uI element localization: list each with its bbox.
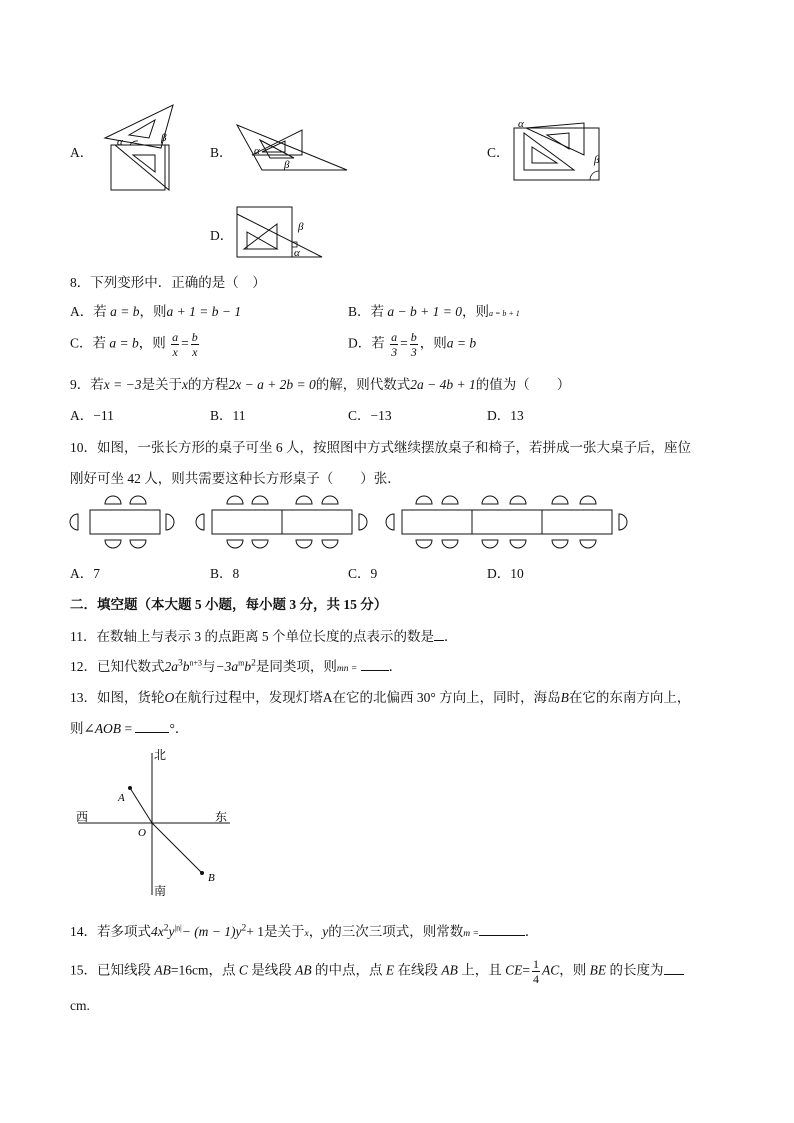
q15-p1: 15．已知线段 <box>70 962 155 978</box>
q7-figure-d <box>232 204 327 259</box>
q10-option-b: B．8 <box>210 566 240 581</box>
q15-ab3: AB <box>441 962 458 978</box>
q8-d-frac2 <box>410 331 418 358</box>
q11 <box>70 625 458 645</box>
q8-c-cond: a = b <box>109 335 139 351</box>
q8-b-cond: a − b + 1 = 0 <box>387 304 462 319</box>
q14 <box>70 920 538 940</box>
q14-comma: ， <box>308 924 323 939</box>
q15-den: 4 <box>533 972 540 986</box>
point-b-label: B <box>208 872 215 884</box>
q12-p1: 12．已知代数式 <box>70 659 165 674</box>
q12-m1: 2a <box>164 659 178 674</box>
q15-ab: AB <box>154 962 171 978</box>
q8-d-num2: b <box>410 330 417 344</box>
q7-figure-c <box>512 115 607 185</box>
q15-ac: AC <box>542 962 560 978</box>
q14-m1: 4x <box>151 924 164 939</box>
compass-east: 东 <box>215 810 228 824</box>
q8-stem: 8．下列变形中．正确的是（ ） <box>70 275 266 290</box>
q13-p3: 在它的北偏西 30° 方向上，同时，海岛 <box>332 690 561 705</box>
q13-line2c: °． <box>169 721 189 736</box>
q8-a-sep: ，则 <box>139 304 167 319</box>
q8-d-res: a = b <box>446 335 477 351</box>
q14-end: ． <box>524 924 539 939</box>
q12 <box>70 655 402 675</box>
q8-d-sep: ，则 <box>419 335 447 351</box>
compass-west: 西 <box>76 810 89 824</box>
q13-p4: 在它的东南方向上， <box>568 690 691 705</box>
q9-option-a: A．−11 <box>70 408 114 423</box>
q15-c: C <box>238 962 248 978</box>
table-group-1 <box>70 496 174 548</box>
q15-p9: 的长度为 <box>606 962 664 978</box>
compass-north: 北 <box>154 748 167 762</box>
q10-line2: 刚好可坐 42 人，则共需要这种长方形桌子（ ）张． <box>70 471 401 486</box>
q9-p2: 是关于 <box>141 377 182 392</box>
q11-text: 11．在数轴上与表示 3 的点距离 5 个单位长度的点表示的数是 <box>70 629 434 644</box>
q7-c-beta: β <box>594 154 600 166</box>
section-2-heading: 二．填空题（本大题 5 小题，每小题 3 分，共 15 分） <box>70 597 388 612</box>
q7-option-c-label: C． <box>487 145 510 160</box>
q10-line1: 10．如图，一张长方形的桌子可坐 6 人，按照图中方式继续摆放桌子和椅子，若拼成一张大桌子后，座位 <box>70 440 691 455</box>
q8-d-num1: a <box>391 330 398 344</box>
q12-end: ． <box>388 659 403 674</box>
q13-m3: B <box>560 690 569 705</box>
q13-compass-figure <box>70 745 240 900</box>
q7-figure-b <box>232 120 352 175</box>
q10-tables-figure <box>70 490 640 550</box>
q13-line1 <box>70 686 690 706</box>
q8-option-c <box>70 331 201 358</box>
q9-m4: 2a − 4b + 1 <box>410 377 476 392</box>
q8-a-label: A．若 <box>70 304 107 319</box>
q12-m2bsup: 2 <box>251 658 256 669</box>
q7-figure-a <box>95 100 185 195</box>
q15-be: BE <box>589 962 607 978</box>
q12-m1bsup: n+3 <box>189 658 203 668</box>
q10-option-d: D．10 <box>487 566 524 581</box>
q7-b-alpha: α <box>254 145 260 157</box>
q8-d-label: D．若 <box>348 335 385 351</box>
q12-m2b: b <box>244 659 252 674</box>
q12-m1b: b <box>182 659 190 674</box>
q14-mx: x <box>304 929 309 939</box>
q9-p5: 的值为（ ） <box>475 377 571 392</box>
q14-m1y: y <box>168 924 175 939</box>
q8-option-d <box>348 331 476 358</box>
q8-d-frac1 <box>390 331 398 358</box>
q8-a-cond: a = b <box>110 304 140 319</box>
q9-p4: 的解，则代数式 <box>315 377 411 392</box>
q12-blank[interactable] <box>361 658 389 671</box>
q12-m3: mn = <box>336 664 358 674</box>
q9-m3: 2x − a + 2b = 0 <box>228 377 316 392</box>
q15-line2: cm. <box>70 998 90 1013</box>
q14-m2: − (m − 1)y <box>181 924 242 939</box>
q15-p6: 上，且 <box>457 962 506 978</box>
q14-m1sup: 2 <box>163 923 169 934</box>
q7-option-d-label: D． <box>210 228 234 243</box>
q15-p7: = <box>522 962 531 978</box>
table-group-3 <box>386 496 627 548</box>
q15-frac <box>532 958 540 985</box>
q7-c-alpha: α <box>518 118 524 130</box>
q12-m2sup: m <box>238 658 245 668</box>
q14-p3: 的三次三项式，则常数 <box>328 924 464 939</box>
q10-option-c: C．9 <box>348 566 378 581</box>
point-o-label: O <box>138 827 146 839</box>
q13-p2: 在航行过程中，发现灯塔 <box>174 690 323 705</box>
q7-b-beta: β <box>284 159 290 171</box>
q9-option-d: D．13 <box>487 408 524 423</box>
q8-option-a <box>70 300 241 320</box>
q12-p3: 是同类项，则 <box>255 659 337 674</box>
q8-c-num1: a <box>172 330 179 344</box>
q7-d-alpha: α <box>294 247 300 259</box>
compass-south: 南 <box>154 884 167 898</box>
q14-p2: 是关于 <box>264 924 305 939</box>
q8-c-den1: x <box>172 345 178 359</box>
q13-line2m: AOB <box>94 721 122 736</box>
q13-line2a: 则∠ <box>70 721 95 736</box>
q9-p1: 9．若 <box>70 377 104 392</box>
q7-option-a-label: A． <box>70 145 94 160</box>
q9-option-b: B．11 <box>210 408 246 423</box>
q8-a-res: a + 1 = b − 1 <box>166 304 242 319</box>
q8-c-frac2 <box>191 331 199 358</box>
q12-m1sup: 3 <box>178 658 183 669</box>
q15-e: E <box>385 962 395 978</box>
q8-option-b <box>348 300 520 320</box>
q8-d-den1: 3 <box>391 345 398 359</box>
q13-blank[interactable] <box>135 720 169 733</box>
q10-option-a: A．7 <box>70 566 100 581</box>
q14-m2sup: 2 <box>241 923 247 934</box>
q11-blank[interactable] <box>434 628 444 641</box>
q8-c-sep: ，则 <box>138 335 166 351</box>
point-a-label: A <box>118 792 125 804</box>
q15-p3: 是线段 <box>247 962 296 978</box>
q8-d-den2: 3 <box>410 345 417 359</box>
q9-m2: x <box>181 377 188 392</box>
q13-p1: 13．如图，货轮 <box>70 690 165 705</box>
q12-p2: 与 <box>202 659 216 674</box>
q8-d-eq: = <box>400 335 408 351</box>
q8-b-res: a = b + 1 <box>488 309 520 318</box>
q15-line1 <box>70 958 684 985</box>
q8-c-eq: = <box>181 335 189 351</box>
q11-end: ． <box>444 629 458 644</box>
q15-blank[interactable] <box>664 962 684 975</box>
q9-option-c: C．−13 <box>348 408 392 423</box>
q15-p5: 在线段 <box>394 962 442 978</box>
q14-my: y <box>322 924 329 939</box>
q14-p1: 14．若多项式 <box>70 924 151 939</box>
q8-c-frac1 <box>171 331 179 358</box>
q14-blank[interactable] <box>479 923 525 936</box>
q9-stem <box>70 373 570 393</box>
q8-c-den2: x <box>192 345 198 359</box>
q7-option-b-label: B． <box>210 145 233 160</box>
q8-b-label: B．若 <box>348 304 385 319</box>
q7-a-beta: β <box>161 132 167 144</box>
q8-c-label: C．若 <box>70 335 107 351</box>
table-group-2 <box>196 496 367 548</box>
q13-m1: O <box>164 690 175 705</box>
q8-b-sep: ，则 <box>461 304 489 319</box>
q12-m2: −3a <box>215 659 239 674</box>
q7-d-beta: β <box>298 221 304 233</box>
q13-line2 <box>70 717 188 737</box>
q15-ce: CE <box>505 962 523 978</box>
q15-ab2: AB <box>295 962 312 978</box>
q9-m1: x = −3 <box>103 377 142 392</box>
q14-m3: + 1 <box>246 924 265 939</box>
q13-m2: A <box>322 690 333 705</box>
q7-a-alpha: α <box>117 136 123 148</box>
q14-m1ysup: |n| <box>174 923 182 933</box>
q15-p4: 的中点，点 <box>311 962 386 978</box>
q15-p8: ，则 <box>559 962 590 978</box>
q14-m4: m = <box>463 929 479 939</box>
q15-num: 1 <box>533 957 540 971</box>
q13-line2b: = <box>121 721 136 736</box>
q15-p2: =16cm，点 <box>170 962 239 978</box>
q9-p3: 的方程 <box>187 377 229 392</box>
q8-c-num2: b <box>191 330 198 344</box>
